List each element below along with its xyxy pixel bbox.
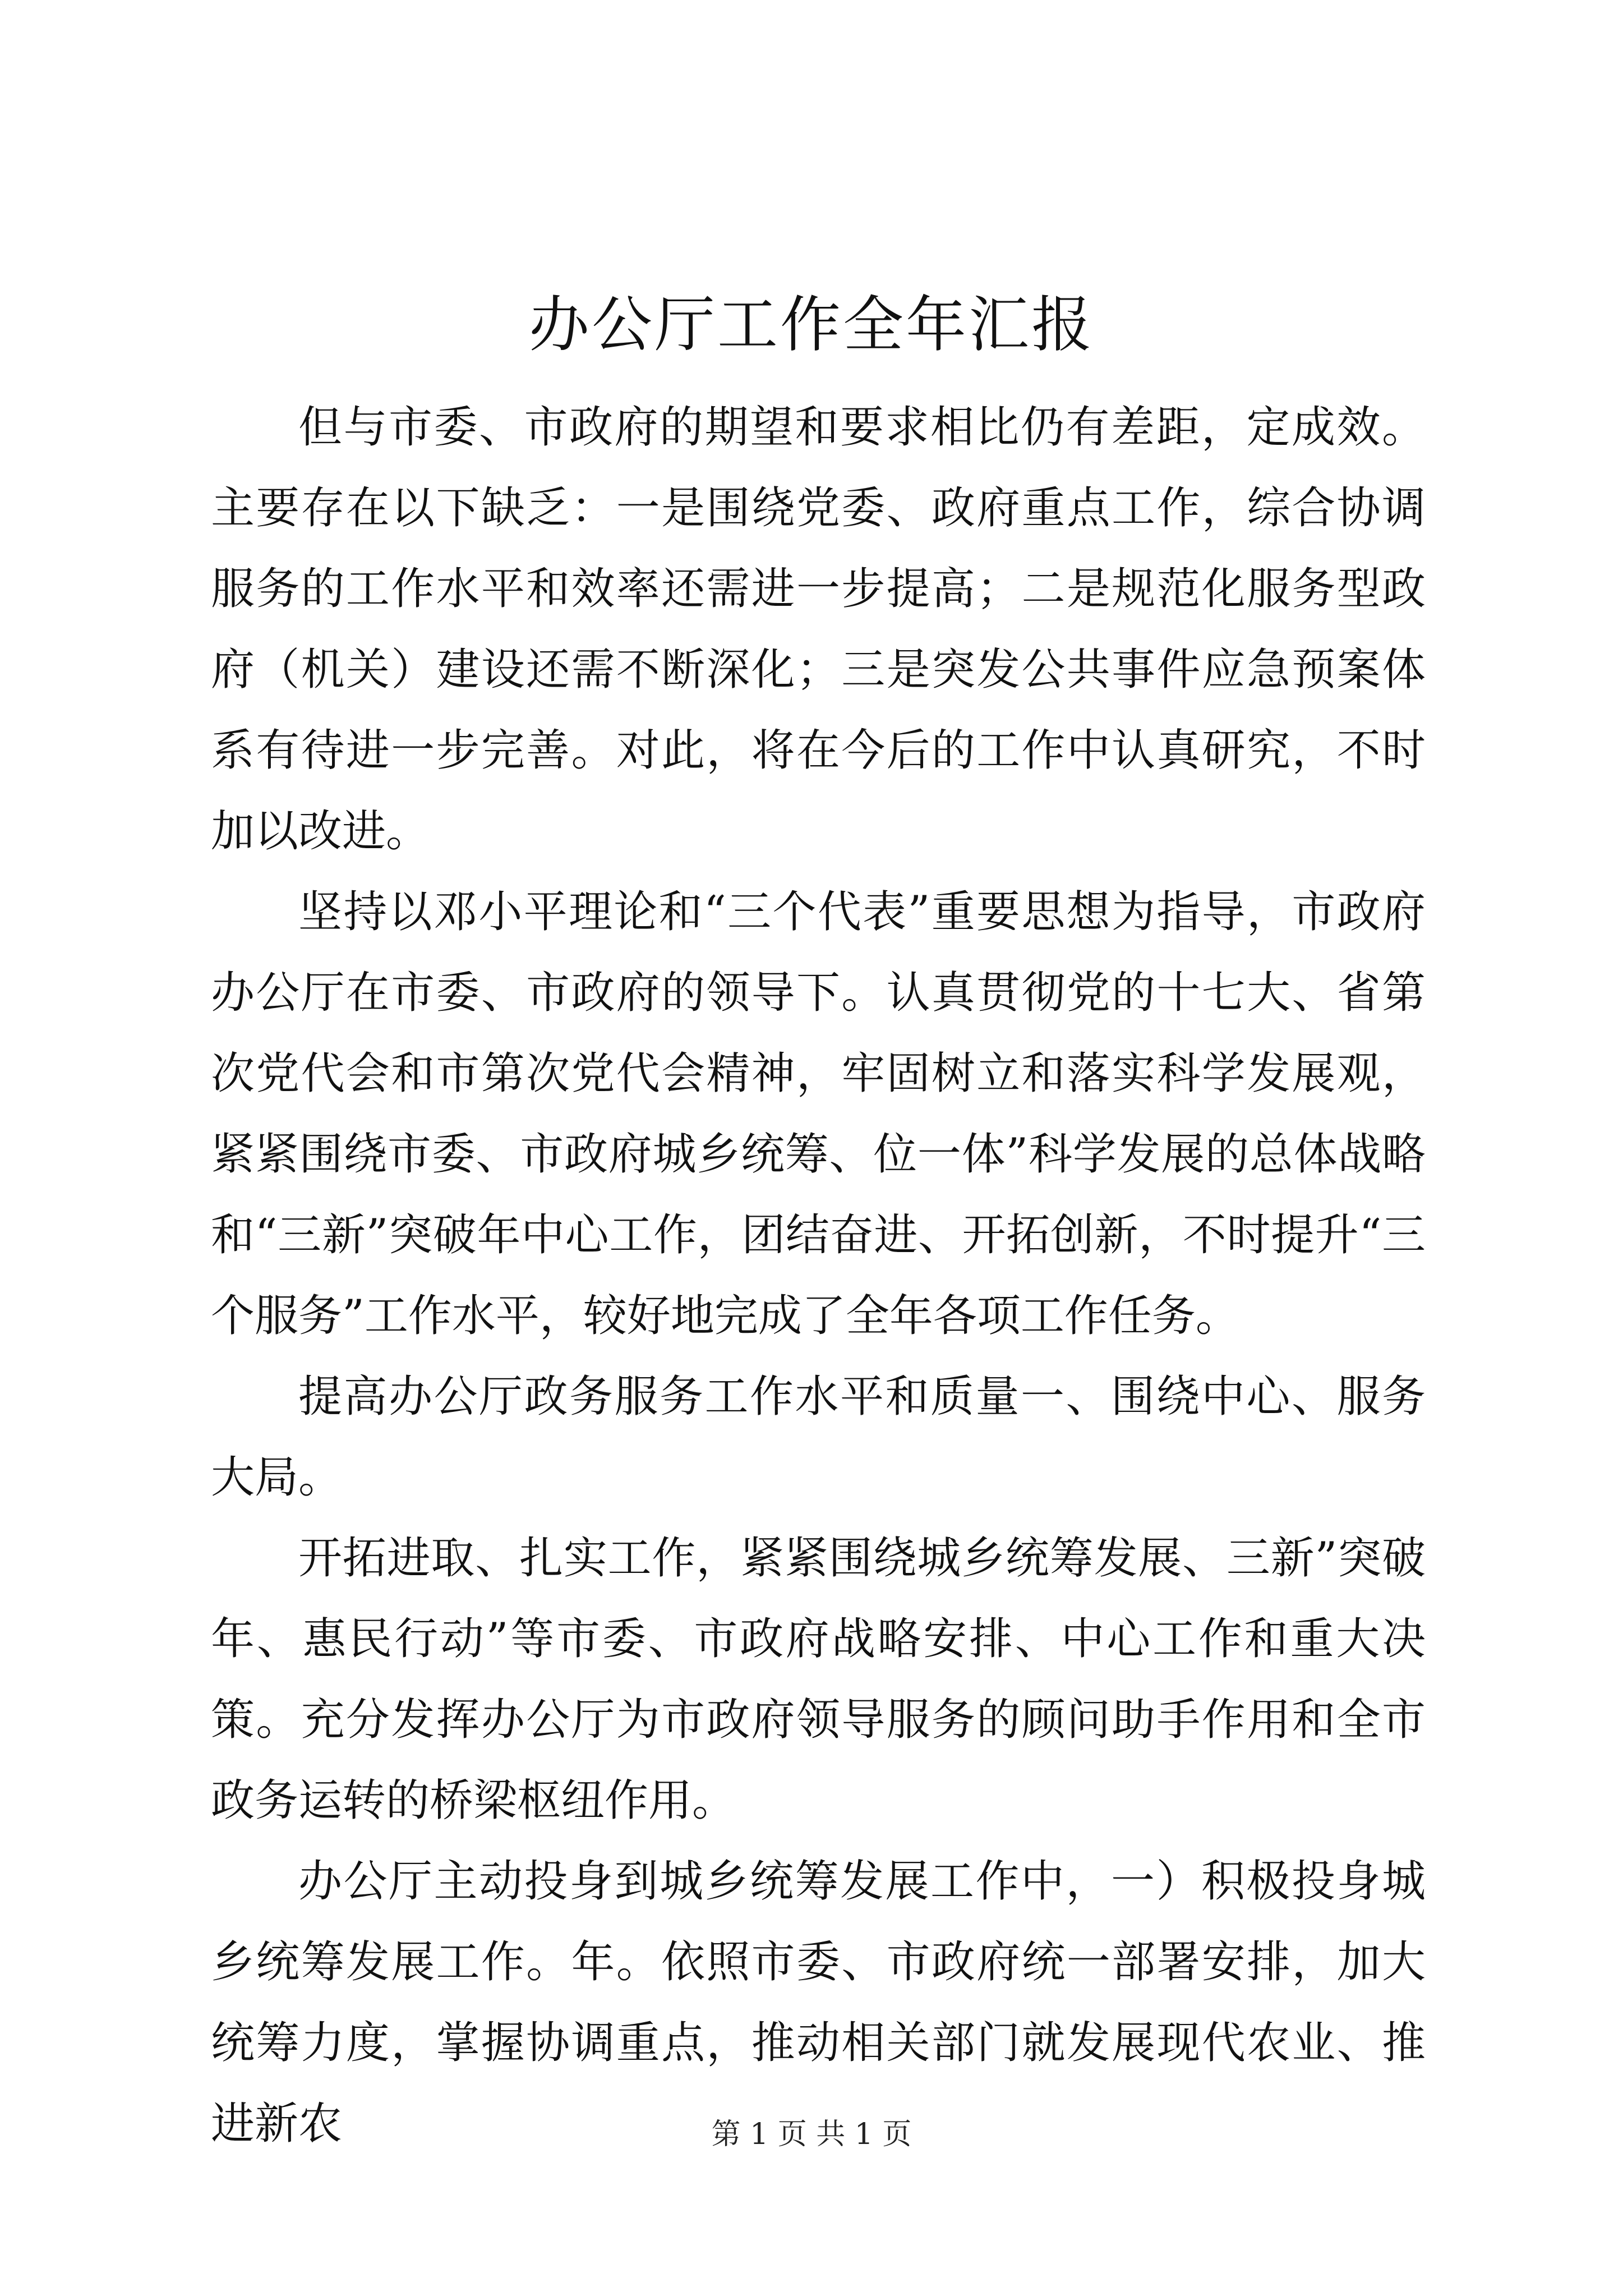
paragraph-1: 但与市委、市政府的期望和要求相比仍有差距，定成效。主要存在以下缺乏：一是围绕党委、政府重点工作，综合协调服务的工作水平和效率还需进一步提高；二是规范化服务型政府（机关）建设还需不断深化；三是突发公共事件应急预案体系有待进一步完善。对此，将在今后的工作中认真研究，不时加以改进。 — [211, 402, 1426, 857]
paragraph-4: 开拓进取、扎实工作，紧紧围绕城乡统筹发展、三新”突破年、惠民行动”等市委、市政府战略安排、中心工作和重大决策。充分发挥办公厅为市政府领导服务的顾问助手作用和全市政务运转的桥梁枢纽作用。 — [211, 1533, 1426, 1826]
page-footer: 第 1 页 共 1 页 — [711, 2118, 912, 2151]
paragraph-5: 办公厅主动投身到城乡统筹发展工作中，一）积极投身城乡统筹发展工作。年。依照市委、市政府统一部署安排，加大统筹力度，掌握协调重点，推动相关部门就发展现代农业、推进新农 — [211, 1856, 1426, 2149]
document-title: 办公厅工作全年汇报 — [528, 290, 1094, 360]
paragraph-3: 提高办公厅政务服务工作水平和质量一、围绕中心、服务大局。 — [211, 1372, 1426, 1503]
document-body — [211, 387, 1426, 2164]
paragraph-2: 坚持以邓小平理论和“三个代表”重要思想为指导，市政府办公厅在市委、市政府的领导下。认真贯彻党的十七大、省第次党代会和市第次党代会精神，牢固树立和落实科学发展观，紧紧围绕市委、市政府城乡统筹、位一体”科学发展的总体战略和“三新”突破年中心工作，团结奋进、开拓创新，不时提升“三个服务”工作水平，较好地完成了全年各项工作任务。 — [211, 887, 1426, 1341]
